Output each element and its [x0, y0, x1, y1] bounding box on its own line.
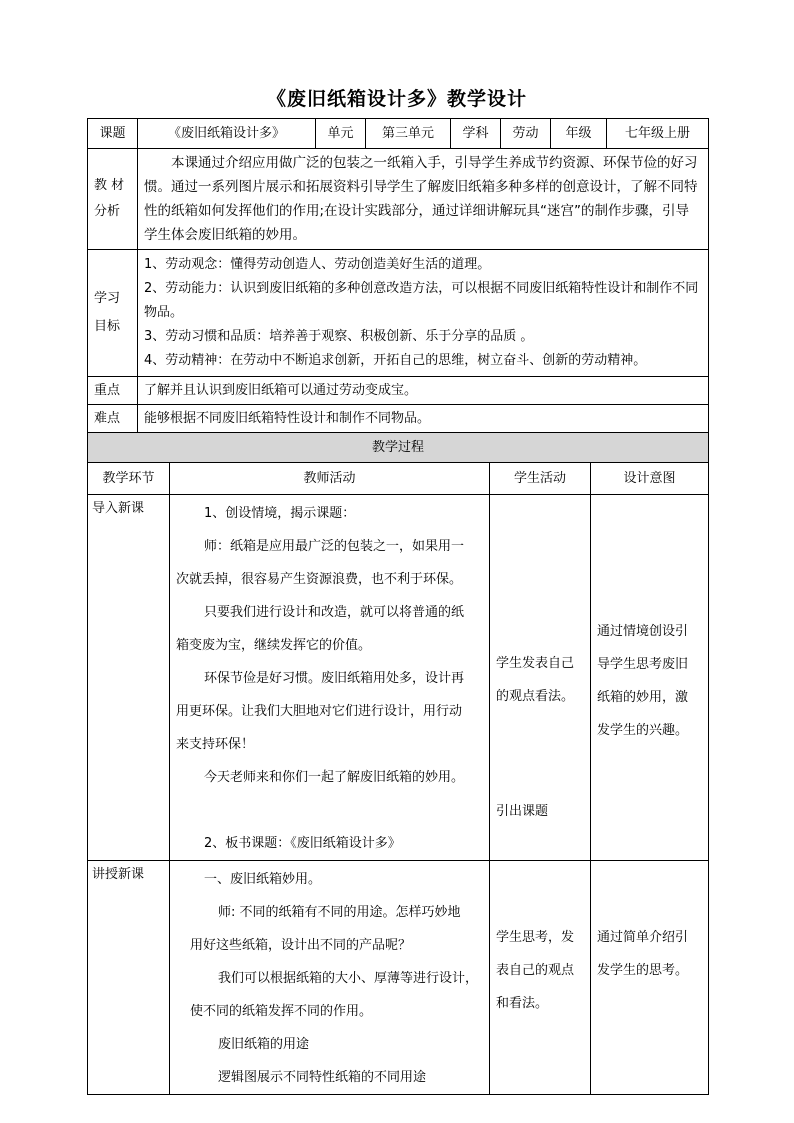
key-point-label: 重点	[88, 377, 138, 405]
student-activity-intro: 学生发表自己 的观点看法。 引出课题	[490, 495, 591, 861]
unit-label: 单元	[316, 119, 366, 149]
design-intent-intro: 通过情境创设引 导学生思考废旧 纸箱的妙用，激 发学生的兴趣。	[591, 495, 709, 861]
topic-value: 《废旧纸箱设计多》	[138, 119, 316, 149]
column-header: 教师活动	[170, 463, 490, 495]
topic-label: 课题	[88, 119, 138, 149]
stage-new-lesson: 讲授新课	[88, 861, 170, 1095]
goals-label: 学习 目标	[88, 250, 138, 377]
analysis-label: 教 材 分析	[88, 149, 138, 250]
design-intent-new-lesson: 通过简单介绍引 发学生的思考。	[591, 861, 709, 1095]
difficulty-label: 难点	[88, 405, 138, 433]
difficulty-text: 能够根据不同废旧纸箱特性设计和制作不同物品。	[138, 405, 709, 433]
grade-label: 年级	[551, 119, 607, 149]
goals-list	[138, 250, 709, 377]
table-row	[88, 861, 709, 1095]
table-row	[88, 495, 709, 861]
goal-item: 4、劳动精神：在劳动中不断追求创新，开拓自己的思维，树立奋斗、创新的劳动精神。	[144, 353, 647, 368]
process-header: 教学过程	[88, 433, 709, 463]
key-point-text: 了解并且认识到废旧纸箱可以通过劳动变成宝。	[138, 377, 709, 405]
student-activity-new-lesson: 学生思考，发 表自己的观点 和看法。	[490, 861, 591, 1095]
goal-item: 3、劳动习惯和品质：培养善于观察、积极创新、乐于分享的品质 。	[144, 329, 534, 344]
subject-value: 劳动	[501, 119, 551, 149]
column-header: 教学环节	[88, 463, 170, 495]
process-table	[87, 432, 709, 1095]
subject-label: 学科	[451, 119, 501, 149]
analysis-text: 本课通过介绍应用做广泛的包装之一纸箱入手，引导学生养成节约资源、环保节俭的好习惯。通过一系列图片展示和拓展资料引导学生了解废旧纸箱多种多样的创意设计，了解不同特性的纸箱如何发挥他们的作用;在设计实践部分，通过详细讲解玩具“迷宫”的制作步骤，引导学生体会废旧纸箱的妙用。	[138, 149, 709, 250]
page-title: 《废旧纸箱设计多》教学设计	[266, 88, 527, 110]
info-table	[87, 118, 709, 433]
column-header: 设计意图	[591, 463, 709, 495]
grade-value: 七年级上册	[607, 119, 709, 149]
unit-value: 第三单元	[366, 119, 451, 149]
teacher-activity-new-lesson: 一、废旧纸箱妙用。 师: 不同的纸箱有不同的用途。怎样巧妙地 用好这些纸箱，设计出不同的产品呢？ 我们可以根据纸箱的大小、厚薄等进行设计， 使不同的纸箱发挥不同的作用。 废旧纸箱的用途 逻辑图展示不同特性纸箱的不同用途	[170, 861, 490, 1095]
goal-item: 1、劳动观念：懂得劳动创造人、劳动创造美好生活的道理。	[144, 257, 491, 272]
stage-intro: 导入新课	[88, 495, 170, 861]
column-header: 学生活动	[490, 463, 591, 495]
teacher-activity-intro: 1、创设情境，揭示课题： 师：纸箱是应用最广泛的包装之一，如果用一 次就丢掉，很容易产生资源浪费，也不利于环保。 只要我们进行设计和改造，就可以将普通的纸 箱变废为宝，继续发挥它的价值。 环保节俭是好习惯。废旧纸箱用处多，设计再 用更环保。让我们大胆地对它们进行设计，用行动 来支持环保！ 今天老师来和你们一起了解废旧纸箱的妙用。 2、板书课题：《废旧纸箱设计多》	[170, 495, 490, 861]
goal-item: 2、劳动能力：认识到废旧纸箱的多种创意改造方法，可以根据不同废旧纸箱特性设计和制作不同物品。	[144, 281, 699, 320]
